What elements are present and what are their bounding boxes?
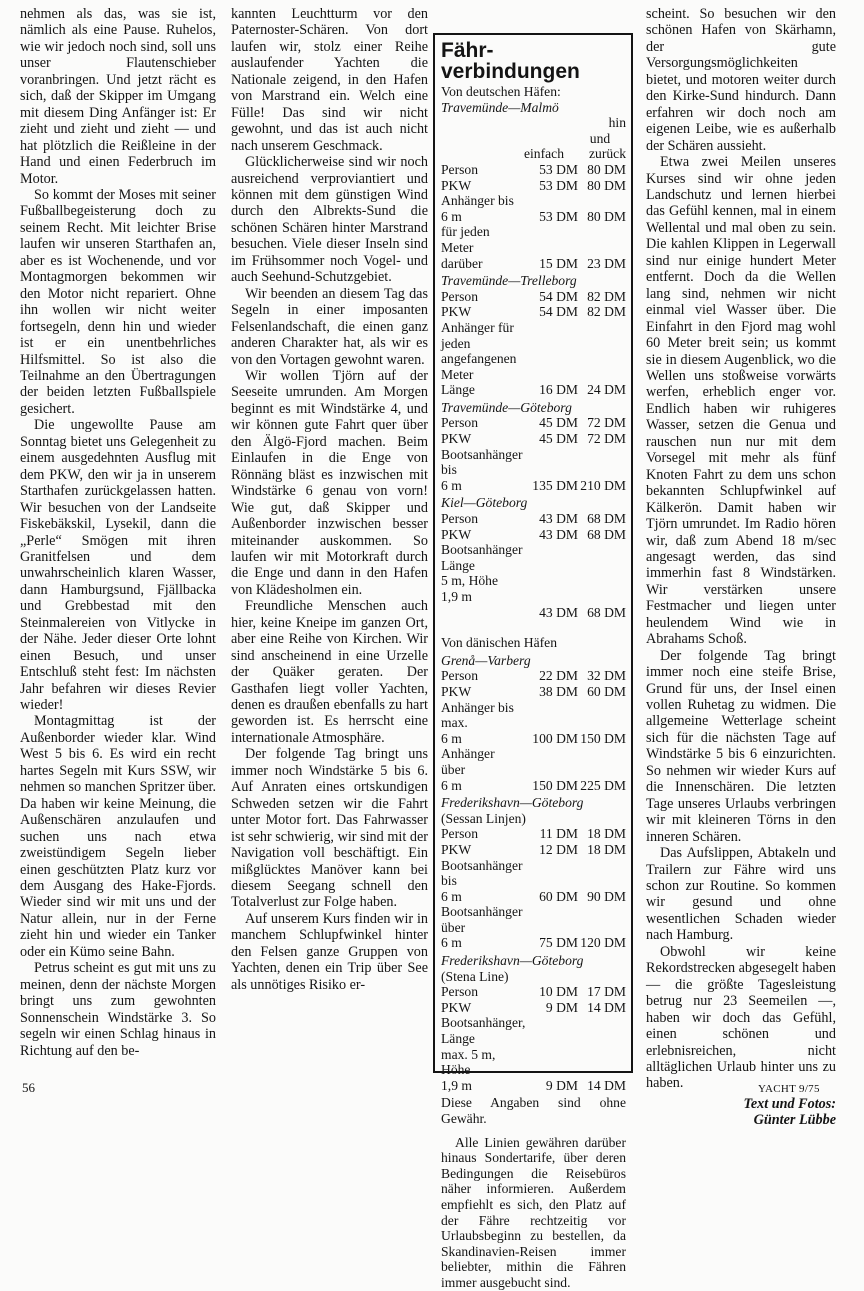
paragraph: Wir wollen Tjörn auf der Seeseite umrunden. Am Morgen beginnt es mit Windstärke 4, und wir können gute Fahrt quer über den Älgö-Fjord machen. Beim Einlaufen in die Enge von Rönnäng bläst es inzwischen mit Windstärke 6 genau von vorn! Wie gut, daß Skipper und Außenborder inzwischen besser miteinander auskommen. So laufen wir mit Motorkraft durch die Enge und dann in den Hafen von Klädesholmen ein. xyxy=(231,367,428,598)
fare-row xyxy=(441,605,626,621)
paragraph: Obwohl wir keine Rekordstrecken abgesegelt haben — die größte Tagesleistung betrug nur 23 Seemeilen —, haben wir doch das Gefühl, einen schönen und erlebnisreichen, nicht alltäglichen Urlaub hinter uns zu haben. xyxy=(646,943,836,1092)
paragraph: kannten Leuchtturm vor den Paternoster-Schären. Von dort laufen wir, stolz einer Reihe auslaufender Yachten die Nationale zeigend, in den Hafen von Marstrand ein. Welch eine Fülle! Das sind wir nicht gewohnt, und das ist auch nicht nach unserem Geschmack. xyxy=(231,6,428,154)
fare-label: 5 m, Höhe 1,9 m xyxy=(441,573,499,604)
fare-label: für jeden xyxy=(441,224,490,240)
fare-label: 6 m xyxy=(441,730,462,746)
fare-label: 6 m xyxy=(441,935,462,951)
paragraph: So kommt der Moses mit seiner Fußballbegeisterung doch zu seinem Recht. Mit leichter Brise laufen wir unseren Starthafen an, aber es ist Wochenende, und vor Montagmorgen bekommen wir den Motor nicht repariert. Ohne ihn wollen wir nicht weiter fortsegeln, denn hin und wieder ist er ein unentbehrliches Hilfsmittel. So ist also die Teilnahme an den Übertragungen der beiden letzten Fußballspiele gesichert. xyxy=(20,186,216,417)
fares-danish-ports xyxy=(441,653,626,1094)
fare-row xyxy=(441,700,626,731)
fare-return: 14 DM xyxy=(587,999,626,1015)
box-title xyxy=(441,40,626,82)
credit-line-2: Günter Lübbe xyxy=(753,1112,836,1129)
fare-return xyxy=(578,1047,626,1078)
paragraph: Der folgende Tag bringt uns immer noch Windstärke 5 bis 6. Auf Anraten eines ortskundigen Schweden setzen wir die Fahrt unter Motor fort. Das Fahrwasser ist sehr schwierig, wir sind mit der Navigation voll beschäftigt. Ein mißglücktes Manöver kann bei diesem Seegang schnell den Totalverlust zur Folge haben. xyxy=(231,746,428,911)
fare-single: 11 DM xyxy=(539,826,578,842)
fare-single: 60 DM xyxy=(539,888,578,904)
col-head-return: hin und zurück xyxy=(589,115,626,162)
fare-label: Anhänger für jeden xyxy=(441,319,514,351)
fare-row xyxy=(441,668,626,684)
fare-label: Person xyxy=(441,415,479,431)
fare-single: 53 DM xyxy=(539,208,578,224)
fare-row xyxy=(441,1047,626,1078)
fare-label: PKW xyxy=(441,999,472,1015)
fare-return: 60 DM xyxy=(587,683,626,699)
fare-label: angefangenen Meter xyxy=(441,351,517,382)
fare-return: 32 DM xyxy=(587,668,626,684)
fare-label: Person xyxy=(441,511,479,527)
fare-single: 43 DM xyxy=(539,604,578,620)
fare-single: 9 DM xyxy=(545,999,578,1015)
paragraph: scheint. So besuchen wir den schönen Hafen von Skärhamn, der gute Versorgungsmöglichkeiten bietet, und motoren weiter durch den Kirke-Sund hindurch. Dann erfahren wir doch noch am eigenen Leibe, wie es außerhalb der Schären aussieht. xyxy=(646,6,836,154)
route-travemuende-malmoe: Travemünde—Malmö xyxy=(441,99,559,115)
fare-label: Person xyxy=(441,984,479,1000)
fare-row xyxy=(441,1015,626,1046)
fare-row xyxy=(441,826,626,842)
fare-return xyxy=(584,858,632,889)
fare-return xyxy=(586,1015,634,1046)
fare-row xyxy=(441,256,626,272)
danish-heading: Von dänischen Häfen xyxy=(441,635,558,651)
fare-row xyxy=(441,684,626,700)
article-column-1 xyxy=(20,6,216,1059)
fare-label: PKW xyxy=(441,683,472,699)
fare-label: darüber xyxy=(441,255,483,271)
fare-row xyxy=(441,224,626,240)
fare-label: Bootsanhänger bis xyxy=(441,857,523,889)
fare-return: 72 DM xyxy=(587,431,626,447)
fare-single: 16 DM xyxy=(539,382,578,398)
fare-row xyxy=(441,289,626,305)
fare-single xyxy=(521,224,578,240)
fare-row xyxy=(441,209,626,225)
fare-return: 23 DM xyxy=(587,255,626,271)
fare-label: PKW xyxy=(441,431,472,447)
fare-label: PKW xyxy=(441,177,472,193)
fare-single: 54 DM xyxy=(539,304,578,320)
paragraph: Glücklicherweise sind wir noch ausreichend verproviantiert und können mit dem günstigen Wind durch den Albrekts-Sund die schönen Schären hinter Marstrand besuchen. Viele dieser Inseln sind im Frühsommer noch Vogel- und auch Seehund-Schutzgebiet. xyxy=(231,154,428,286)
fare-return: 24 DM xyxy=(587,382,626,398)
paragraph: Der folgende Tag bringt immer noch eine steife Brise, Grund für uns, der Insel einen vollen Ruhetag zu widmen. Die allgemeine Wetterlage scheint sich für die nächsten Tage auf Windstärke 5 bis 6 einzurichten. So nehmen wir wieder Kurs auf die Innenschären. Die letzten Tage unseres Urlaubs verbringen wir mit kleineren Törns in den inneren Schären. xyxy=(646,647,836,845)
fare-return: 18 DM xyxy=(587,826,626,842)
fare-row xyxy=(441,935,626,951)
fare-single xyxy=(527,542,584,573)
fare-return: 14 DM xyxy=(587,1077,626,1093)
paragraph: Petrus scheint es gut mit uns zu meinen, denn der nächste Morgen bringt uns zum gewohnten Sonnenschein Windstärke 3. So segeln wir einen Schlag hinaus in Richtung auf den be- xyxy=(20,960,216,1059)
fare-row xyxy=(441,778,626,794)
fare-label: Meter xyxy=(441,239,474,255)
fare-label: 6 m xyxy=(441,888,462,904)
fares-german-ports xyxy=(441,162,626,620)
fare-label: 6 m xyxy=(441,208,462,224)
col-head-single: einfach xyxy=(524,146,564,162)
fare-single: 12 DM xyxy=(539,841,578,857)
fare-row xyxy=(441,746,626,777)
fare-return: 210 DM xyxy=(580,477,626,493)
page-number: 56 xyxy=(22,1080,35,1095)
fare-single xyxy=(527,858,584,889)
fare-label: Person xyxy=(441,288,479,304)
fare-return: 68 DM xyxy=(587,511,626,527)
paragraph: Wir beenden an diesem Tag das Segeln in einer imposanten Felsenlandschaft, die einen ganz anderen Charakter hat, als wir es von den Vortagen gewohnt waren. xyxy=(231,285,428,368)
fare-label: Länge xyxy=(441,382,475,398)
article-column-4 xyxy=(646,6,836,1129)
paragraph: Auf unserem Kurs finden wir in manchem Schlupfwinkel hinter den Felsen ganze Gruppen von Yachten, denen ein Trip über See als unnötiges Risiko er- xyxy=(231,910,428,993)
fare-single: 135 DM xyxy=(532,477,578,493)
fare-single xyxy=(521,240,578,256)
fare-label: max. 5 m, Höhe xyxy=(441,1046,496,1078)
fare-row xyxy=(441,431,626,447)
route-name: Grenå—Varberg xyxy=(441,652,531,668)
fare-label: Anhänger bis max. xyxy=(441,699,514,731)
fare-return: 82 DM xyxy=(587,304,626,320)
fare-row xyxy=(441,984,626,1000)
fare-return: 225 DM xyxy=(580,777,626,793)
fare-row xyxy=(441,889,626,905)
fare-single xyxy=(527,904,584,935)
fare-single xyxy=(521,193,578,209)
fare-return: 90 DM xyxy=(587,888,626,904)
folio: YACHT 9/75 xyxy=(758,1083,820,1095)
fare-single: 10 DM xyxy=(539,984,578,1000)
fare-label: Bootsanhänger bis xyxy=(441,446,523,478)
article-column-2 xyxy=(231,6,428,993)
fare-row xyxy=(441,162,626,178)
fare-label: Bootsanhänger Länge xyxy=(441,542,523,573)
fare-single: 75 DM xyxy=(539,935,578,951)
fare-row xyxy=(441,478,626,494)
fare-row xyxy=(441,858,626,889)
credit-line-1: Text und Fotos: xyxy=(743,1095,836,1112)
fare-single xyxy=(521,320,578,351)
fare-row xyxy=(441,320,626,351)
fare-single xyxy=(521,700,578,731)
fare-label: Bootsanhänger über xyxy=(441,904,523,935)
fare-single: 22 DM xyxy=(539,668,578,684)
fare-return: 72 DM xyxy=(587,415,626,431)
fare-label: Person xyxy=(441,161,479,177)
fare-row xyxy=(441,415,626,431)
box-subtitle: Von deutschen Häfen: xyxy=(441,84,561,99)
fare-label: 6 m xyxy=(441,477,462,493)
author-credit xyxy=(646,1096,836,1129)
fare-row xyxy=(441,178,626,194)
fare-single: 53 DM xyxy=(539,177,578,193)
ferry-info-box xyxy=(433,33,633,1290)
box-title-line-1: Fähr- xyxy=(441,39,494,62)
fare-row xyxy=(441,304,626,320)
route-name: Frederikshavn—Göteborg xyxy=(441,953,584,969)
fare-row xyxy=(441,447,626,478)
fare-row xyxy=(441,573,626,604)
fare-label: PKW xyxy=(441,841,472,857)
fare-return: 17 DM xyxy=(587,984,626,1000)
fare-row xyxy=(441,351,626,382)
fare-label: PKW xyxy=(441,526,472,542)
fare-return: 120 DM xyxy=(580,935,626,951)
paragraph: Das Aufslippen, Abtakeln und Trailern zur Fähre wird uns schon zur Routine. So kommen wir gesund und ohne wesentlichen Schaden wieder nach Hamburg. xyxy=(646,845,836,944)
route-name: Frederikshavn—Göteborg xyxy=(441,795,584,811)
fare-return xyxy=(584,904,632,935)
box-note: Alle Linien gewähren darüber hinaus Sondertarife, über deren Bedingungen die Reisebüros näher informieren. Außerdem empfiehlt es sich, den Platz auf der Fähre rechtzeitig vor Urlaubsbeginn zu bestellen, da Skandinavien-Reisen immer beliebter, mithin die Fähren immer ausgebucht sind. xyxy=(441,1134,626,1290)
paragraph: Freundliche Menschen auch hier, keine Kneipe im ganzen Ort, aber eine Reihe von Kirchen. Wir sind anscheinend in eine Urzelle der Quäker geraten. Der Gasthafen liegt voller Yachten, denen es draußen ebenfalls zu hart geworden ist. Es herrscht eine internationale Atmosphäre. xyxy=(231,598,428,746)
fare-return: 68 DM xyxy=(587,604,626,620)
fare-single xyxy=(521,351,578,382)
fare-row xyxy=(441,527,626,543)
fare-return xyxy=(578,193,626,209)
fare-return xyxy=(578,224,626,240)
fare-row xyxy=(441,511,626,527)
fare-return xyxy=(578,573,626,604)
fare-return xyxy=(578,320,626,351)
fare-return xyxy=(584,447,632,478)
fare-row xyxy=(441,542,626,573)
fare-single xyxy=(521,1047,578,1078)
fare-single: 54 DM xyxy=(539,288,578,304)
paragraph: Etwa zwei Meilen unseres Kurses sind wir ohne jeden Landschutz und lernen hierbei das Gefühl kennen, mal in einem Wellental und mal oben zu sein. Die kahlen Klippen in Legerwall sind nur einige hundert Meter entfernt. Doch da die Wellen lang sind, nehmen wir nicht einmal viel Wasser über. Die Einfahrt in den Fjord mag wohl 60 Meter breit sein; us kommt sie in diesem Augenblick, wo die Wellen uns stoßweise vorwärts werfen, erheblich enger vor. Endlich haben wir ruhigeres Wasser, setzen die Genua und rauschen nun nur mit dem Vorsegel mit mehr als fünf Knoten Fahrt zu dem uns schon bekannten Schlupfwinkel auf Kälkerön. Damit haben wir Tjörn umrundet. Im Radio hören wir, daß zum Abend 18 m/sec angesagt werden, das sind immerhin fast 8 Windstärken. Wir verstärken unsere Festmacher und liegen unter heulendem Wind wie in Abrahams Schoß. xyxy=(646,154,836,648)
fare-single: 43 DM xyxy=(539,526,578,542)
route-name: Travemünde—Göteborg xyxy=(441,399,572,415)
fare-row xyxy=(441,193,626,209)
route-operator: (Stena Line) xyxy=(441,968,509,984)
fare-label: Bootsanhänger, Länge xyxy=(441,1015,526,1047)
fare-return xyxy=(578,700,626,731)
fare-row xyxy=(441,1078,626,1094)
fare-row xyxy=(441,240,626,256)
box-footnote: Diese Angaben sind ohne Gewähr. xyxy=(441,1095,626,1126)
box-title-line-2: verbindungen xyxy=(441,60,580,83)
fare-single xyxy=(529,1015,586,1046)
fare-return: 150 DM xyxy=(580,730,626,746)
fare-single xyxy=(521,746,578,777)
fare-row xyxy=(441,1000,626,1016)
paragraph: nehmen als das, was sie ist, nämlich als eine Pause. Ruhelos, wie wir jedoch noch sind, soll uns unser Flautenschieber voranbringen. Und jetzt rächt es sich, daß der Skipper im Umgang mit diesem Ding Anfänger ist: Er zieht und zieht und zieht — und hat plötzlich die Reißleine in der Hand und einen Federbruch im Motor. xyxy=(20,6,216,187)
fare-single: 53 DM xyxy=(539,161,578,177)
fare-return xyxy=(578,351,626,382)
fare-return xyxy=(584,542,632,573)
fare-single: 100 DM xyxy=(532,730,578,746)
fare-label: Person xyxy=(441,668,479,684)
fare-column-headers xyxy=(441,115,626,162)
fare-single xyxy=(527,447,584,478)
fare-return: 18 DM xyxy=(587,841,626,857)
fare-return xyxy=(578,240,626,256)
fare-label: 1,9 m xyxy=(441,1077,472,1093)
fare-return: 68 DM xyxy=(587,526,626,542)
fare-row xyxy=(441,382,626,398)
route-name: Kiel—Göteborg xyxy=(441,495,528,511)
fare-label: Anhänger bis xyxy=(441,193,514,209)
paragraph: Die ungewollte Pause am Sonntag bietet uns Gelegenheit zu einem ausgedehnten Ausflug mit dem PKW, den wir ja in unserem Starthafen zurückgelassen hatten. Wir besuchen von der Landseite Fiskebäkskil, Lysekil, dann die „Perle“ Smögen mit ihren Granitfelsen und dem unwahrscheinlich klaren Wasser, dann Hamburgsund, Fjällbacka und Grebbestad mit den Steinmalereien von Vitlycke in der Nähe. Jeder dieser Orte lohnt einen Besuch, und unser Entschluß steht fest: Im nächsten Jahr befahren wir dieses Revier wieder! xyxy=(20,417,216,714)
fare-row xyxy=(441,731,626,747)
fare-single: 43 DM xyxy=(539,511,578,527)
fare-single: 15 DM xyxy=(539,255,578,271)
fare-label xyxy=(441,605,521,621)
fare-label: PKW xyxy=(441,304,472,320)
fare-return: 80 DM xyxy=(587,161,626,177)
fare-label: 6 m xyxy=(441,777,462,793)
fare-single: 150 DM xyxy=(532,777,578,793)
fare-return: 82 DM xyxy=(587,288,626,304)
fare-single: 9 DM xyxy=(545,1077,578,1093)
fare-label: Person xyxy=(441,826,479,842)
fare-return xyxy=(578,746,626,777)
fare-single: 38 DM xyxy=(539,683,578,699)
route-operator: (Sessan Linjen) xyxy=(441,810,526,826)
fare-label: Anhänger über xyxy=(441,746,495,777)
fare-row xyxy=(441,904,626,935)
fare-return: 80 DM xyxy=(587,177,626,193)
route-name: Travemünde—Trelleborg xyxy=(441,273,577,289)
fare-single: 45 DM xyxy=(539,415,578,431)
fare-single xyxy=(521,573,578,604)
fare-row xyxy=(441,842,626,858)
fare-single: 45 DM xyxy=(539,431,578,447)
fare-return: 80 DM xyxy=(587,208,626,224)
paragraph: Montagmittag ist der Außenborder wieder klar. Wind West 5 bis 6. Es wird ein recht hartes Segeln mit Kurs SSW, wir nehmen so manchen Spritzer über. Da haben wir keine Meinung, die Außenschären anzulaufen und suchen uns nach etwa zweistündigem Segeln lieber einen geschützten Platz kurz vor dem Ausgang des Hake-Fjords. Wieder sind wir mit uns und der Natur allein, nur in der Ferne zieht hin und wieder ein Tanker oder ein Kümo seine Bahn. xyxy=(20,713,216,960)
